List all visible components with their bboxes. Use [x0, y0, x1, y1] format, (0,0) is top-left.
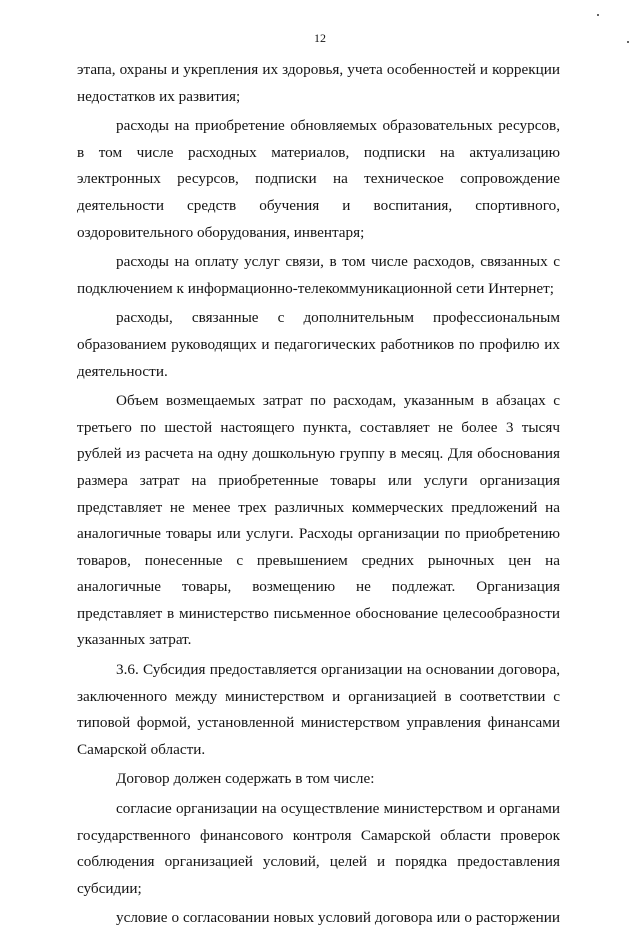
page-number: 12	[314, 31, 326, 45]
paragraph-agreement-contents: Договор должен содержать в том числе:	[116, 770, 375, 788]
paragraph-educational-resources: расходы на приобретение обновляемых образовательных ресурсов, в том числе расходных материалов, подписки на актуализацию электронных ресурсов, подписки на техническое сопровождение деятельности средств обучения и воспитания, спортивного, оздоровительного оборудования, инвентаря;	[77, 117, 560, 241]
paragraph-reimbursement-volume: Объем возмещаемых затрат по расходам, указанным в абзацах с третьего по шестой настоящего пункта, составляет не более 3 тысяч рублей из расчета на одну дошкольную группу в месяц. Для обоснования размера затрат на приобретенные товары или услуги организация представляет не менее трех различных коммерческих предложений на аналогичные товары или услуги. Расходы организации по приобретению товаров, понесенные с превышением средних рыночных цен на аналогичные товары, возмещению не подлежат. Организация представляет в министерство письменное обоснование целесообразности указанных затрат.	[77, 392, 560, 649]
paragraph-communication-services: расходы на оплату услуг связи, в том числе расходов, связанных с подключением к информационно-телекоммуникационной сети Интернет;	[77, 253, 560, 297]
paragraph-subsidy-agreement: 3.6. Субсидия предоставляется организации на основании договора, заключенного между министерством и организацией в соответствии с типовой формой, установленной министерством управления финансами Самарской области.	[77, 661, 560, 758]
scan-speck	[597, 14, 599, 16]
scan-speck	[627, 41, 629, 43]
paragraph-new-conditions: условие о согласовании новых условий договора или о расторжении	[116, 909, 560, 927]
paragraph-continuation: этапа, охраны и укрепления их здоровья, учета особенностей и коррекции недостатков их развития;	[77, 61, 560, 105]
text-body	[77, 57, 560, 932]
paragraph-professional-education: расходы, связанные с дополнительным профессиональным образованием руководящих и педагогических работников по профилю их деятельности.	[77, 309, 560, 380]
paragraph-inspection-consent: согласие организации на осуществление министерством и органами государственного финансового контроля Самарской области проверок соблюдения организацией условий, целей и порядка предоставления субсидии;	[77, 800, 560, 897]
